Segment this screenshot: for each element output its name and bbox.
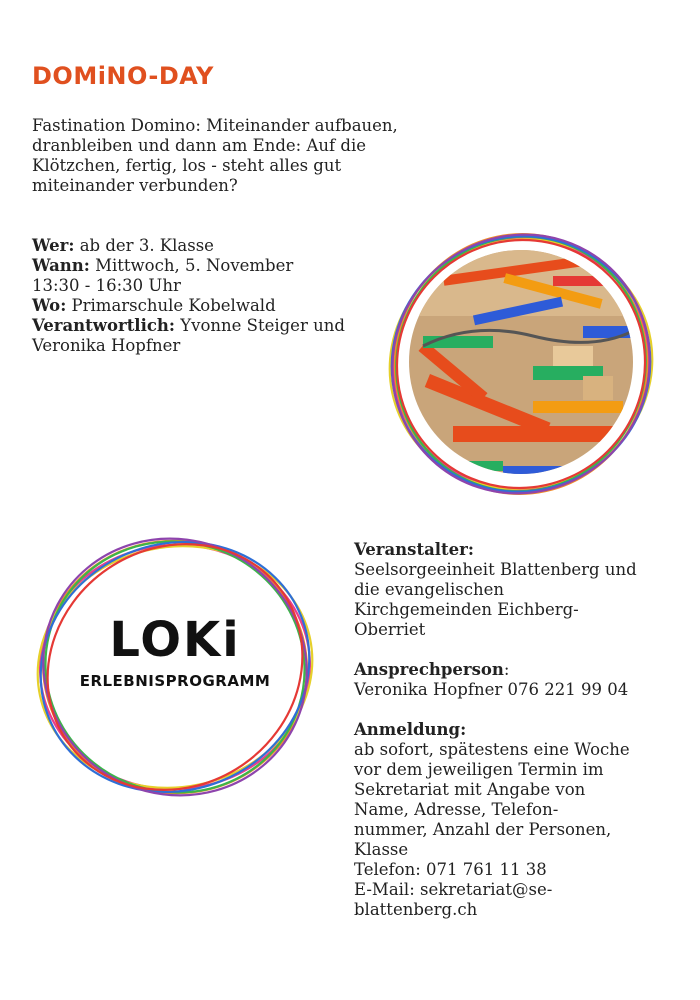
intro-text: Fastination Domino: Miteinander aufbauen, dranbleiben und dann am Ende: Auf die Klötzchen, fertig, los - steht alles gut miteinander verbunden?: [32, 116, 398, 195]
detail-wer-label: Wer:: [32, 236, 75, 255]
detail-time: 13:30 - 16:30 Uhr: [32, 276, 181, 295]
domino-photo-illustration: [383, 226, 659, 502]
spacer: [354, 640, 664, 660]
organizer-info: [354, 540, 664, 920]
ansprech-colon: :: [503, 660, 510, 679]
loki-logo: [30, 532, 320, 802]
ansprech-label-text: Ansprechperson: [354, 660, 504, 679]
detail-wann-value: Mittwoch, 5. November: [89, 256, 294, 275]
veranstalter-label-text: Veranstalter:: [354, 540, 474, 559]
veranstalter-line-2: die evangelischen: [354, 580, 505, 599]
detail-wann-label: Wann:: [32, 256, 90, 275]
telefon: Telefon: 071 761 11 38: [354, 860, 547, 879]
veranstalter-line-1: Seelsorgeeinheit Blattenberg und: [354, 560, 637, 579]
logo-main-text: LOKi: [109, 612, 241, 668]
detail-verantwortlich-value: Yvonne Steiger und: [174, 316, 345, 335]
spacer: [354, 700, 664, 720]
anmeldung-line-6: Klasse: [354, 840, 409, 859]
veranstalter-line-3: Kirchgemeinden Eichberg-: [354, 600, 579, 619]
anmeldung-line-3: Sekretariat mit Angabe von: [354, 780, 586, 799]
detail-wer: [32, 236, 392, 256]
detail-wo-label: Wo:: [32, 296, 67, 315]
detail-wann: [32, 256, 392, 276]
event-details: [32, 236, 392, 356]
detail-verantwortlich-value2: Veronika Hopfner: [32, 336, 181, 355]
detail-wer-value: ab der 3. Klasse: [74, 236, 214, 255]
detail-wo: [32, 296, 392, 316]
ansprech-label: [354, 660, 664, 680]
veranstalter-line-4: Oberriet: [354, 620, 426, 639]
detail-verantwortlich: [32, 316, 392, 336]
detail-verantwortlich-label: Verantwortlich:: [32, 316, 175, 335]
anmeldung-line-1: ab sofort, spätestens eine Woche: [354, 740, 630, 759]
email-line-2: blattenberg.ch: [354, 900, 478, 919]
email-line-1: E-Mail: sekretariat@se-: [354, 880, 553, 899]
anmeldung-line-5: nummer, Anzahl der Personen,: [354, 820, 612, 839]
anmeldung-label: [354, 720, 664, 740]
detail-wo-value: Primarschule Kobelwald: [66, 296, 276, 315]
logo-sub-text: ERLEBNISPROGRAMM: [79, 672, 271, 690]
veranstalter-label: [354, 540, 664, 560]
anmeldung-label-text: Anmeldung:: [354, 720, 467, 739]
anmeldung-line-2: vor dem jeweiligen Termin im: [354, 760, 604, 779]
anmeldung-line-4: Name, Adresse, Telefon-: [354, 800, 559, 819]
ansprech-value: Veronika Hopfner 076 221 99 04: [354, 680, 629, 699]
page-title: DOMiNO-DAY: [32, 62, 214, 90]
domino-photo: [383, 226, 659, 502]
